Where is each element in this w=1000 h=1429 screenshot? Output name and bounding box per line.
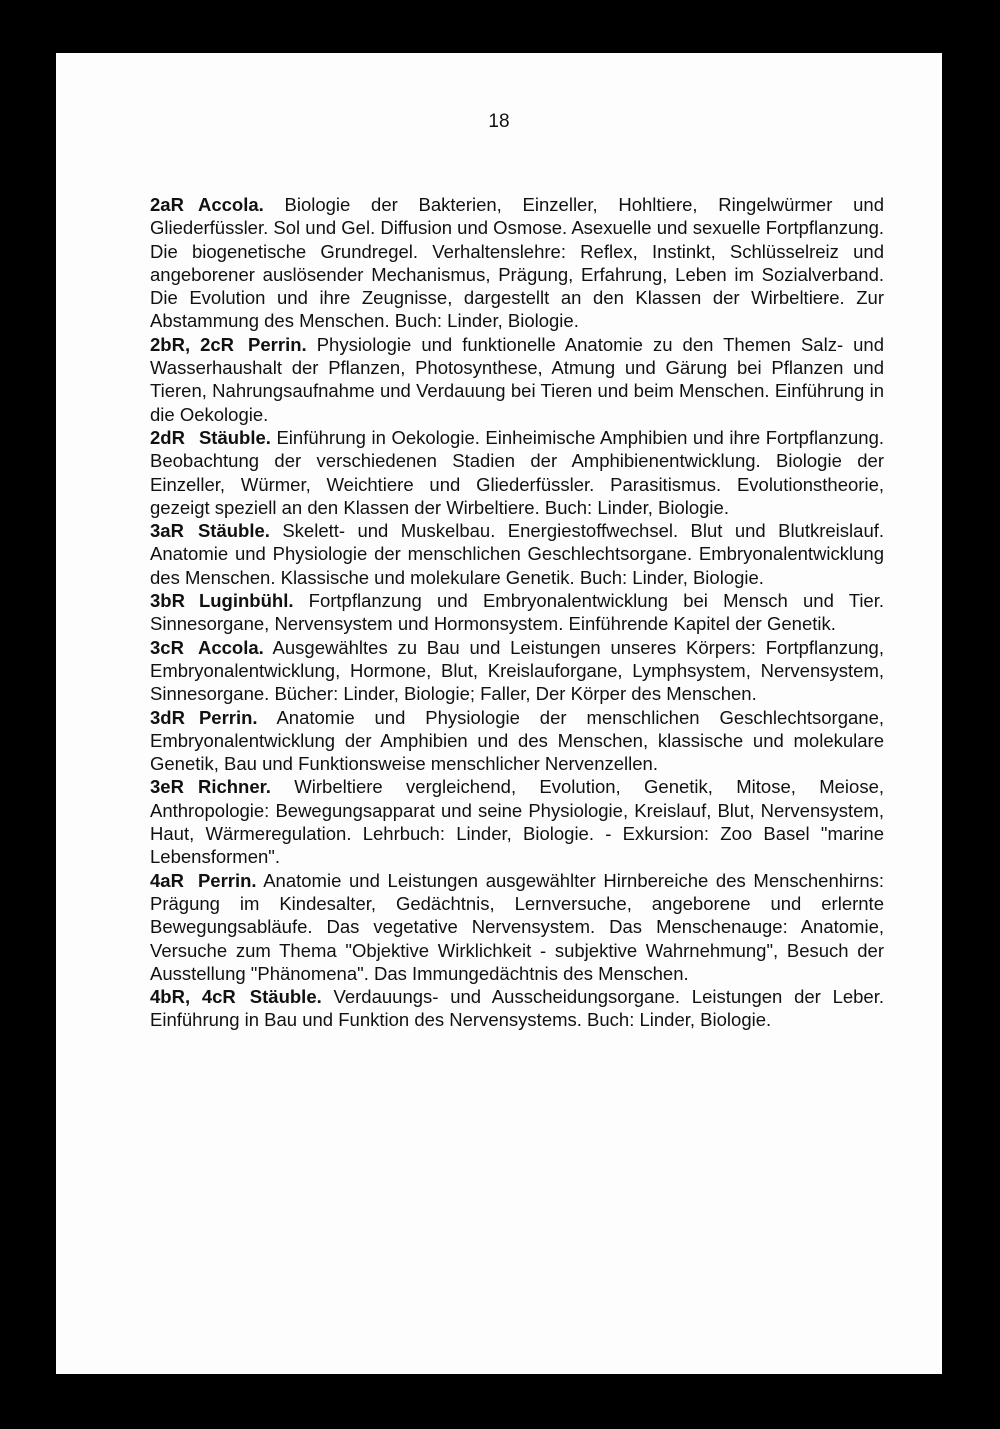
course-description: Ausgewähltes zu Bau und Leistungen unseres Körpers: Fortpflanzung, Embryonalentwicklung, Hormone, Blut, Kreislauforgane, Lymphsystem, Nervensystem, Sinnesorgane. Bücher: Linder, Biologie; Faller, Der Körper des Menschen. — [150, 636, 884, 705]
teacher-name: Perrin. — [198, 706, 258, 728]
teacher-name: Stäuble. — [198, 426, 271, 448]
course-description: Anatomie und Leistungen ausgewählter Hirnbereiche des Menschenhirns: Prägung im Kindesalter, Gedächtnis, Lernversuche, angeborene und erlernte Bewegungsabläufe. Das vegetative Nervensystem. Das Menschenauge: Anatomie, Versuche zum Thema "Objektive Wirklichkeit - subjektive Wahrnehmung", Besuch der Ausstellung "Phänomena". Das Immungedächtnis des Menschen. — [150, 869, 885, 984]
course-description: Wirbeltiere vergleichend, Evolution, Genetik, Mitose, Meiose, Anthropologie: Bewegungsapparat und seine Physiologie, Kreislauf, Blut, Nervensystem, Haut, Wärmeregulation. Lehrbuch: Linder, Biologie. - Exkursion: Zoo Basel "marine Lebensformen". — [150, 776, 884, 868]
course-description: Biologie der Bakterien, Einzeller, Hohltiere, Ringelwürmer und Gliederfüssler. Sol und Gel. Diffusion und Osmose. Asexuelle und sexuelle Fortpflanzung. Die biogenetische Grundregel. Verhaltenslehre: Reflex, Instinkt, Schlüsselreiz und angeborener auslösender Mechanismus, Prägung, Erfahrung, Leben im Sozialverband. Die Evolution und ihre Zeugnisse, dargestellt an den Klassen der Wirbeltiere. Zur Abstammung des Menschen. Buch: Linder, Biologie. — [150, 194, 884, 332]
teacher-name: Stäuble. — [249, 986, 322, 1008]
course-description: Verdauungs- und Ausscheidungsorgane. Leistungen der Leber. Einführung in Bau und Funktion des Nervensystems. Buch: Linder, Biologie. — [150, 986, 885, 1031]
class-code: 2dR — [150, 426, 185, 448]
class-code: 3eR — [150, 776, 184, 798]
course-entry-4bR-4cR — [150, 985, 884, 1032]
teacher-name: Richner. — [197, 776, 271, 798]
course-description: Skelett- und Muskelbau. Energiestoffwechsel. Blut und Blutkreislauf. Anatomie und Physiologie der menschlichen Geschlechtsorgane. Embryonalentwicklung des Menschen. Klassische und molekulare Genetik. Buch: Linder, Biologie. — [150, 520, 885, 588]
course-entry-2aR — [150, 193, 884, 333]
class-code: 3dR — [150, 706, 185, 728]
teacher-name: Perrin. — [248, 333, 307, 355]
class-code: 3cR — [150, 636, 184, 658]
class-code: 3aR — [150, 520, 184, 542]
course-entry-4aR — [150, 869, 884, 985]
class-code: 4bR, 4cR — [150, 986, 236, 1008]
teacher-name: Perrin. — [197, 869, 257, 891]
course-entry-3eR — [150, 775, 884, 868]
course-description: Fortpflanzung und Embryonalentwicklung bei Mensch und Tier. Sinnesorgane, Nervensystem und Hormonsystem. Einführende Kapitel der Genetik. — [150, 590, 884, 635]
course-entry-3bR — [150, 589, 884, 636]
teacher-name: Accola. — [197, 194, 264, 215]
teacher-name: Stäuble. — [197, 520, 270, 542]
class-code: 2aR — [150, 194, 184, 215]
course-entry-2bR-2cR — [150, 333, 884, 426]
teacher-name: Accola. — [197, 636, 264, 658]
course-entry-3dR — [150, 706, 884, 776]
course-description: Einführung in Oekologie. Einheimische Amphibien und ihre Fortpflanzung. Beobachtung der verschiedenen Stadien der Amphibienentwicklung. Biologie der Einzeller, Würmer, Weichtiere und Gliederfüssler. Parasitismus. Evolutionstheorie, gezeigt speziell an den Klassen der Wirbeltiere. Buch: Linder, Biologie. — [150, 426, 884, 518]
teacher-name: Luginbühl. — [198, 590, 294, 612]
course-description: Physiologie und funktionelle Anatomie zu den Themen Salz- und Wasserhaushalt der Pflanzen, Photosynthese, Atmung und Gärung bei Pflanzen und Tieren, Nahrungsaufnahme und Verdauung bei Tieren und beim Menschen. Einführung in die Oekologie. — [150, 333, 885, 425]
page-number: 18 — [488, 111, 510, 132]
course-entry-2dR — [150, 426, 884, 519]
class-code: 4aR — [150, 869, 184, 891]
document-page — [56, 53, 942, 1374]
class-code: 3bR — [150, 590, 185, 612]
class-code: 2bR, 2cR — [150, 333, 235, 355]
course-entry-3aR — [150, 519, 884, 589]
course-description: Anatomie und Physiologie der menschlichen Geschlechtsorgane, Embryonalentwicklung der Amphibien und des Menschen, klassische und molekulare Genetik, Bau und Funktionsweise menschlicher Nervenzellen. — [150, 706, 884, 775]
course-list — [150, 193, 884, 1032]
course-entry-3cR — [150, 636, 884, 706]
